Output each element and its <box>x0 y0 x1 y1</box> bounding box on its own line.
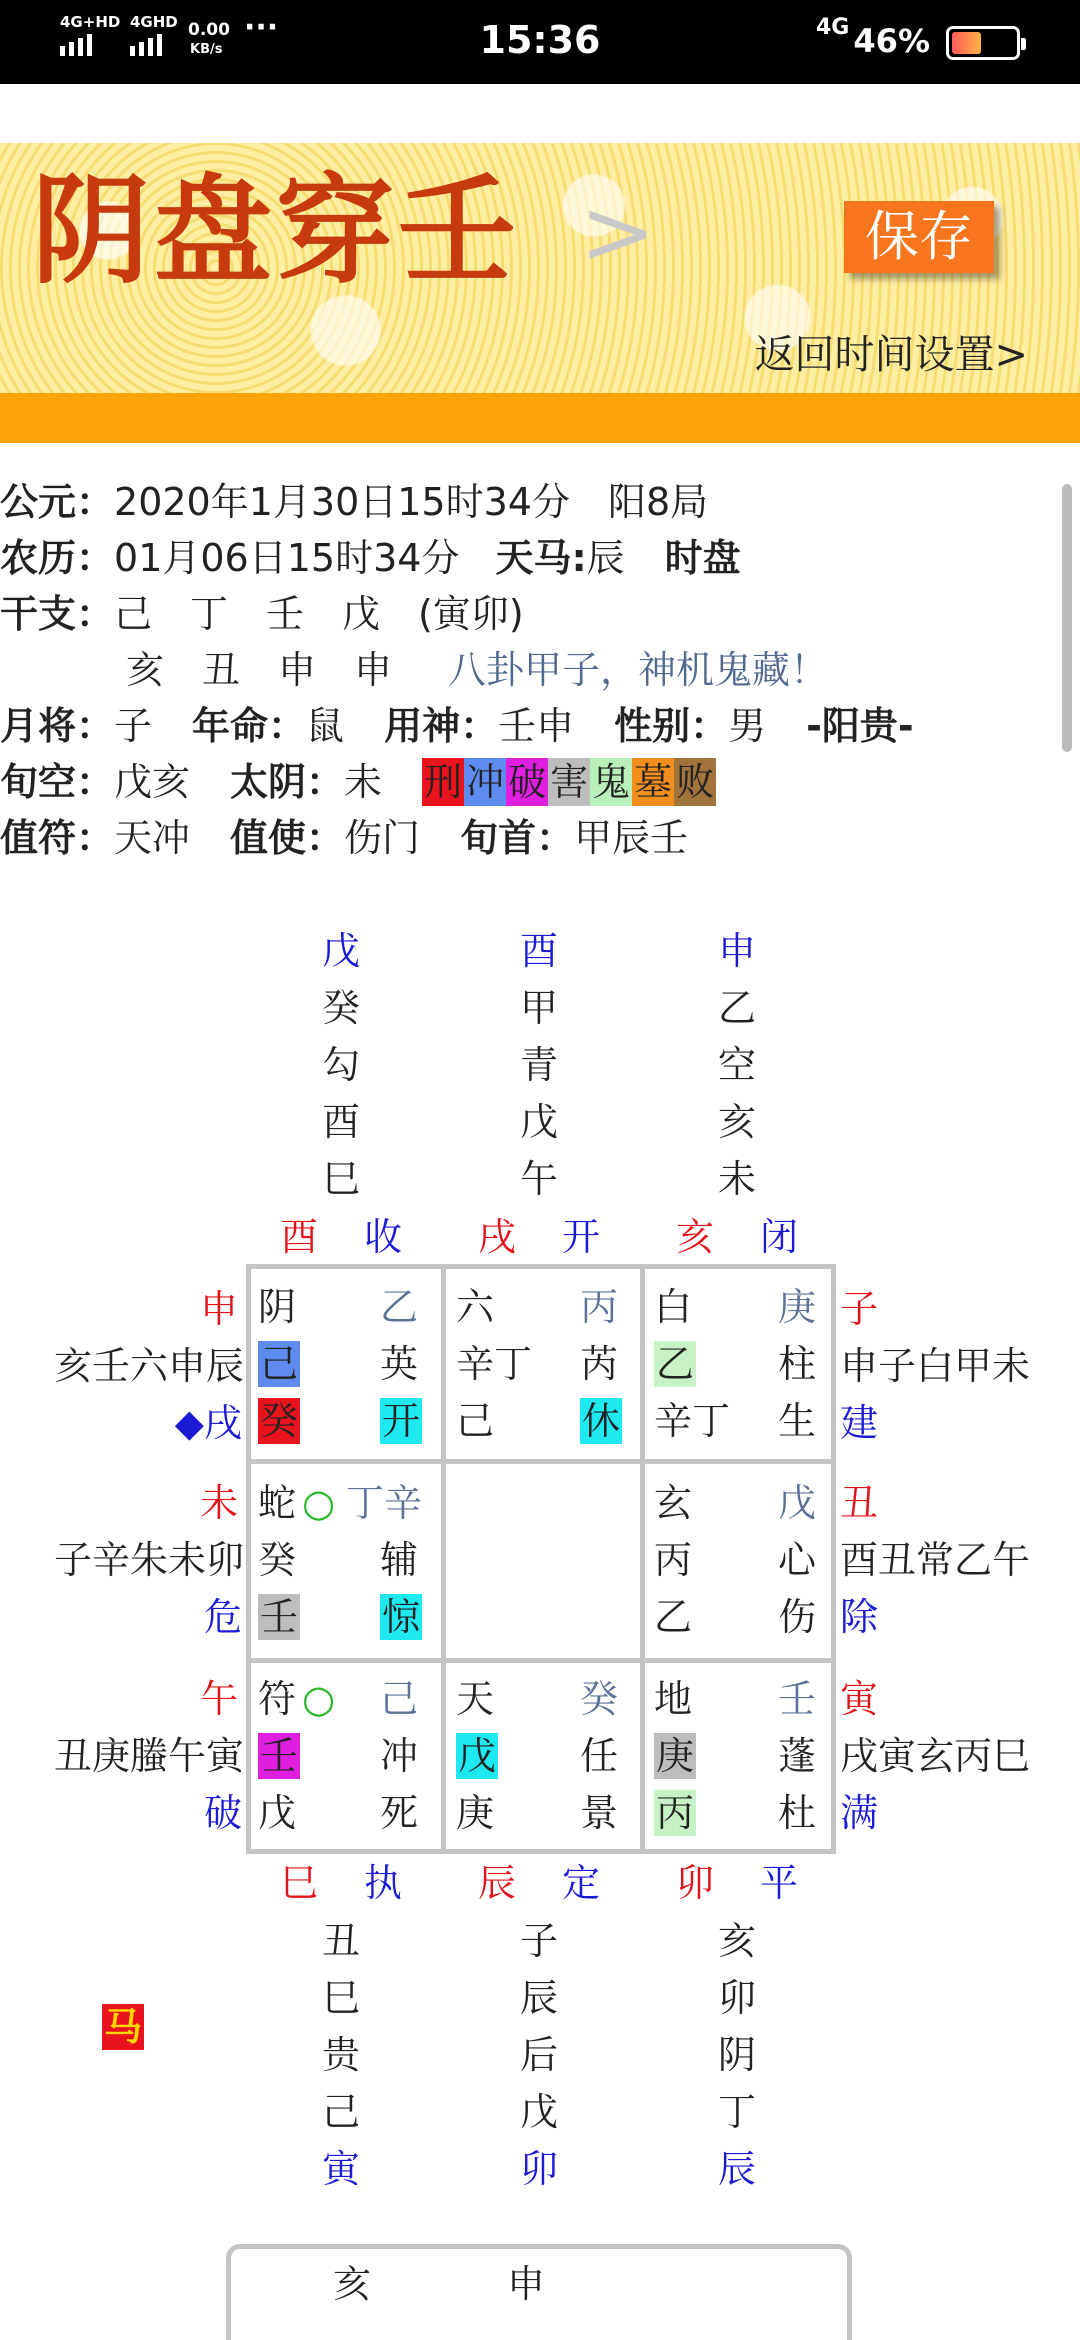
xunkong-label: 旬空： <box>0 760 115 804</box>
cell-star: 柱 <box>778 1342 817 1386</box>
cell-stem: 丙 <box>654 1538 693 1582</box>
cell-door: 生 <box>778 1399 817 1443</box>
xingbie-label: 性别： <box>614 704 729 748</box>
cell-earth-stem: 乙 <box>654 1595 693 1639</box>
tianma-label: 天马: <box>495 536 587 580</box>
ganzhi-bottom: 亥 丑 申 申 <box>126 648 393 692</box>
right-row-text: 戌寅玄丙巳 <box>840 1734 1031 1778</box>
cell-door: 杜 <box>778 1791 817 1835</box>
bottom-panel-char-1: 亥 <box>333 2262 372 2306</box>
scrollbar[interactable] <box>1062 484 1072 752</box>
battery-percentage: 46% <box>853 22 930 60</box>
ganzhi-row <box>0 586 524 642</box>
cell-god: 六 <box>456 1285 495 1329</box>
left-branch: 未 <box>200 1481 239 1525</box>
cell-earth-stem: 庚 <box>456 1791 495 1835</box>
left-marker: ◆戌 <box>174 1401 242 1445</box>
more-notifications-icon: ··· <box>244 10 279 45</box>
yuejiang-label: 月将： <box>0 704 115 748</box>
right-marker: 建 <box>840 1401 879 1445</box>
battery-icon <box>946 26 1020 60</box>
gongyuan-row <box>0 474 708 530</box>
top-column-char: 空 <box>718 1043 757 1087</box>
cell-heaven-stem: 癸 <box>580 1677 619 1721</box>
cell-stem: 癸 <box>258 1538 297 1582</box>
nianming-value: 鼠 <box>306 704 345 748</box>
top-column-char: 酉 <box>322 1100 361 1144</box>
right-marker: 除 <box>840 1595 879 1639</box>
cell-stem: 庚 <box>655 1734 694 1778</box>
cell-star: 英 <box>380 1342 419 1386</box>
top-label: 收 <box>364 1215 403 1259</box>
bottom-label: 执 <box>364 1861 403 1905</box>
bottom-label: 平 <box>760 1861 799 1905</box>
bottom-column-char: 戊 <box>520 2090 559 2134</box>
bottom-column-char: 辰 <box>520 1976 559 2020</box>
top-column-char: 酉 <box>520 929 559 973</box>
cell-god: 阴 <box>258 1285 297 1329</box>
app-title: 阴盘穿壬 <box>32 162 521 300</box>
cell-god: 蛇 <box>258 1481 297 1525</box>
top-column-char: 乙 <box>718 986 757 1030</box>
xingbie-value: 男 <box>728 704 767 748</box>
top-column-char: 未 <box>718 1157 757 1201</box>
left-row-text: 亥壬六申辰 <box>53 1344 244 1388</box>
right-row-text: 酉丑常乙午 <box>840 1538 1031 1582</box>
bottom-column-char: 贵 <box>322 2033 361 2077</box>
back-to-time-settings-link[interactable]: 返回时间设置> <box>754 332 1028 378</box>
right-marker: 满 <box>840 1791 879 1835</box>
cell-door: 开 <box>381 1399 420 1443</box>
yanggui-label: -阳贵- <box>806 704 914 748</box>
taiyin-label: 太阴： <box>230 760 345 804</box>
cell-star: 冲 <box>380 1734 419 1778</box>
top-column-char: 甲 <box>520 986 559 1030</box>
bottom-label: 定 <box>562 1861 601 1905</box>
cell-star: 任 <box>580 1734 619 1778</box>
bottom-column-char: 后 <box>520 2033 559 2077</box>
bottom-column-char: 卯 <box>520 2147 559 2191</box>
cell-earth-stem: 癸 <box>259 1399 298 1443</box>
tianma-value: 辰 <box>586 536 625 580</box>
bottom-panel <box>226 2244 852 2340</box>
cell-earth-stem: 丙 <box>655 1791 694 1835</box>
cell-heaven-stem: 戊 <box>778 1481 817 1525</box>
top-column-char: 青 <box>520 1043 559 1087</box>
bottom-label: 卯 <box>676 1861 715 1905</box>
ju-value: 阳8局 <box>607 480 709 524</box>
left-row-text: 丑庚螣午寅 <box>53 1734 244 1778</box>
horse-badge: 马 <box>103 2005 142 2049</box>
xunshou-label: 旬首： <box>460 816 575 860</box>
nongli-value: 01月06日15时34分 <box>114 536 460 580</box>
cell-god: 白 <box>654 1285 693 1329</box>
taiyin-value: 未 <box>344 760 383 804</box>
cell-star: 辅 <box>380 1538 419 1582</box>
cell-stem: 己 <box>259 1342 298 1386</box>
chevron-right-icon[interactable]: > <box>580 180 656 285</box>
net-speed-unit: KB/s <box>190 42 223 57</box>
cell-heaven-stem: 乙 <box>380 1285 419 1329</box>
relation-tag: 冲 <box>466 760 505 804</box>
cell-heaven-stem: 庚 <box>778 1285 817 1329</box>
top-label: 酉 <box>280 1215 319 1259</box>
right-branch: 寅 <box>840 1677 879 1721</box>
yuejiang-row <box>0 698 914 754</box>
bottom-column-char: 己 <box>322 2090 361 2134</box>
xunshou-value: 甲辰壬 <box>574 816 689 860</box>
top-column-char: 勾 <box>322 1043 361 1087</box>
cell-heaven-stem: 丁辛 <box>346 1481 423 1525</box>
relation-tag: 害 <box>550 760 589 804</box>
cell-god: 玄 <box>654 1481 693 1525</box>
ganzhi-label: 干支： <box>0 592 115 636</box>
nongli-row <box>0 530 741 586</box>
zhishi-value: 伤门 <box>344 816 421 860</box>
nongli-label: 农历： <box>0 536 115 580</box>
net-speed-value: 0.00 <box>188 20 230 40</box>
cell-circle-mark: ○ <box>302 1677 336 1721</box>
bottom-column-char: 丑 <box>322 1919 361 1963</box>
top-column-char: 亥 <box>718 1100 757 1144</box>
cell-door: 景 <box>580 1791 619 1835</box>
zhishi-label: 值使： <box>230 816 345 860</box>
bottom-column-char: 子 <box>520 1919 559 1963</box>
right-row-text: 申子白甲未 <box>840 1344 1031 1388</box>
cell-door: 伤 <box>778 1595 817 1639</box>
header-divider-band <box>0 393 1080 443</box>
cell-stem: 乙 <box>655 1342 694 1386</box>
left-row-text: 子辛朱未卯 <box>53 1538 244 1582</box>
ganzhi-top: 己 丁 壬 戊 (寅卯) <box>114 592 524 636</box>
relation-tag: 鬼 <box>592 760 631 804</box>
cell-door: 惊 <box>381 1595 420 1639</box>
network-indicator-right: 4G <box>816 15 850 40</box>
bottom-column-char: 阴 <box>718 2033 757 2077</box>
shipan-label: 时盘 <box>664 536 741 580</box>
cell-star: 芮 <box>580 1342 619 1386</box>
gongyuan-value: 2020年1月30日15时34分 <box>114 480 570 524</box>
cell-heaven-stem: 壬 <box>778 1677 817 1721</box>
bottom-label: 巳 <box>280 1861 319 1905</box>
network-indicator-1: 4G+HD <box>60 13 121 31</box>
gongyuan-label: 公元： <box>0 480 115 524</box>
bottom-label: 辰 <box>478 1861 517 1905</box>
ganzhi-bottom-row <box>126 642 828 698</box>
cell-earth-stem: 壬 <box>259 1595 298 1639</box>
left-branch: 申 <box>200 1287 239 1331</box>
bottom-column-char: 巳 <box>322 1976 361 2020</box>
top-column-char: 午 <box>520 1157 559 1201</box>
app-header <box>0 143 1080 393</box>
cell-god: 天 <box>456 1677 495 1721</box>
clock: 15:36 <box>479 18 601 62</box>
xunkong-value: 戊亥 <box>114 760 191 804</box>
cell-door: 休 <box>581 1399 620 1443</box>
cell-star: 心 <box>778 1538 817 1582</box>
yongshen-value: 壬申 <box>498 704 575 748</box>
cell-door: 死 <box>380 1791 419 1835</box>
cell-earth-stem: 戊 <box>258 1791 297 1835</box>
cell-earth-stem: 辛丁 <box>654 1399 731 1443</box>
cell-circle-mark: ○ <box>302 1481 336 1525</box>
bottom-column-char: 辰 <box>718 2147 757 2191</box>
cell-heaven-stem: 丙 <box>580 1285 619 1329</box>
cell-stem: 辛丁 <box>456 1342 533 1386</box>
top-column-char: 癸 <box>322 986 361 1030</box>
battery-fill <box>952 32 981 54</box>
right-branch: 子 <box>840 1287 879 1331</box>
right-branch: 丑 <box>840 1481 879 1525</box>
cell-heaven-stem: 己 <box>380 1677 419 1721</box>
left-marker: 破 <box>203 1791 242 1835</box>
motto-text: 八卦甲子，神机鬼藏！ <box>448 648 829 692</box>
zhifu-label: 值符： <box>0 816 115 860</box>
yongshen-label: 用神： <box>384 704 499 748</box>
cell-earth-stem: 己 <box>456 1399 495 1443</box>
zhifu-row <box>0 810 688 866</box>
cell-god: 地 <box>654 1677 693 1721</box>
top-label: 开 <box>562 1215 601 1259</box>
bottom-column-char: 亥 <box>718 1919 757 1963</box>
yuejiang-value: 子 <box>114 704 153 748</box>
nine-palace-grid <box>246 1264 836 1854</box>
bottom-column-char: 寅 <box>322 2147 361 2191</box>
relation-legend <box>422 760 716 804</box>
status-bar <box>0 0 1080 84</box>
relation-tag: 败 <box>676 760 715 804</box>
top-column-char: 巳 <box>322 1157 361 1201</box>
zhifu-value: 天冲 <box>114 816 191 860</box>
top-column-char: 戊 <box>520 1100 559 1144</box>
bottom-column-char: 卯 <box>718 1976 757 2020</box>
left-branch: 午 <box>200 1677 239 1721</box>
top-column-char: 戊 <box>322 929 361 973</box>
cell-star: 蓬 <box>778 1734 817 1778</box>
cell-god: 符 <box>258 1677 297 1721</box>
nianming-label: 年命： <box>192 704 307 748</box>
relation-tag: 刑 <box>424 760 463 804</box>
save-button[interactable]: 保存 <box>844 201 994 273</box>
relation-tag: 破 <box>508 760 547 804</box>
cell-stem: 壬 <box>259 1734 298 1778</box>
top-column-char: 申 <box>718 929 757 973</box>
top-label: 戌 <box>478 1215 517 1259</box>
network-indicator-2: 4GHD <box>130 13 178 31</box>
top-label: 亥 <box>676 1215 715 1259</box>
bottom-column-char: 丁 <box>718 2090 757 2134</box>
top-label: 闭 <box>760 1215 799 1259</box>
bottom-panel-char-2: 申 <box>507 2262 546 2306</box>
left-marker: 危 <box>203 1595 242 1639</box>
xunkong-row <box>0 754 716 810</box>
cell-stem: 戊 <box>457 1734 496 1778</box>
relation-tag: 墓 <box>634 760 673 804</box>
